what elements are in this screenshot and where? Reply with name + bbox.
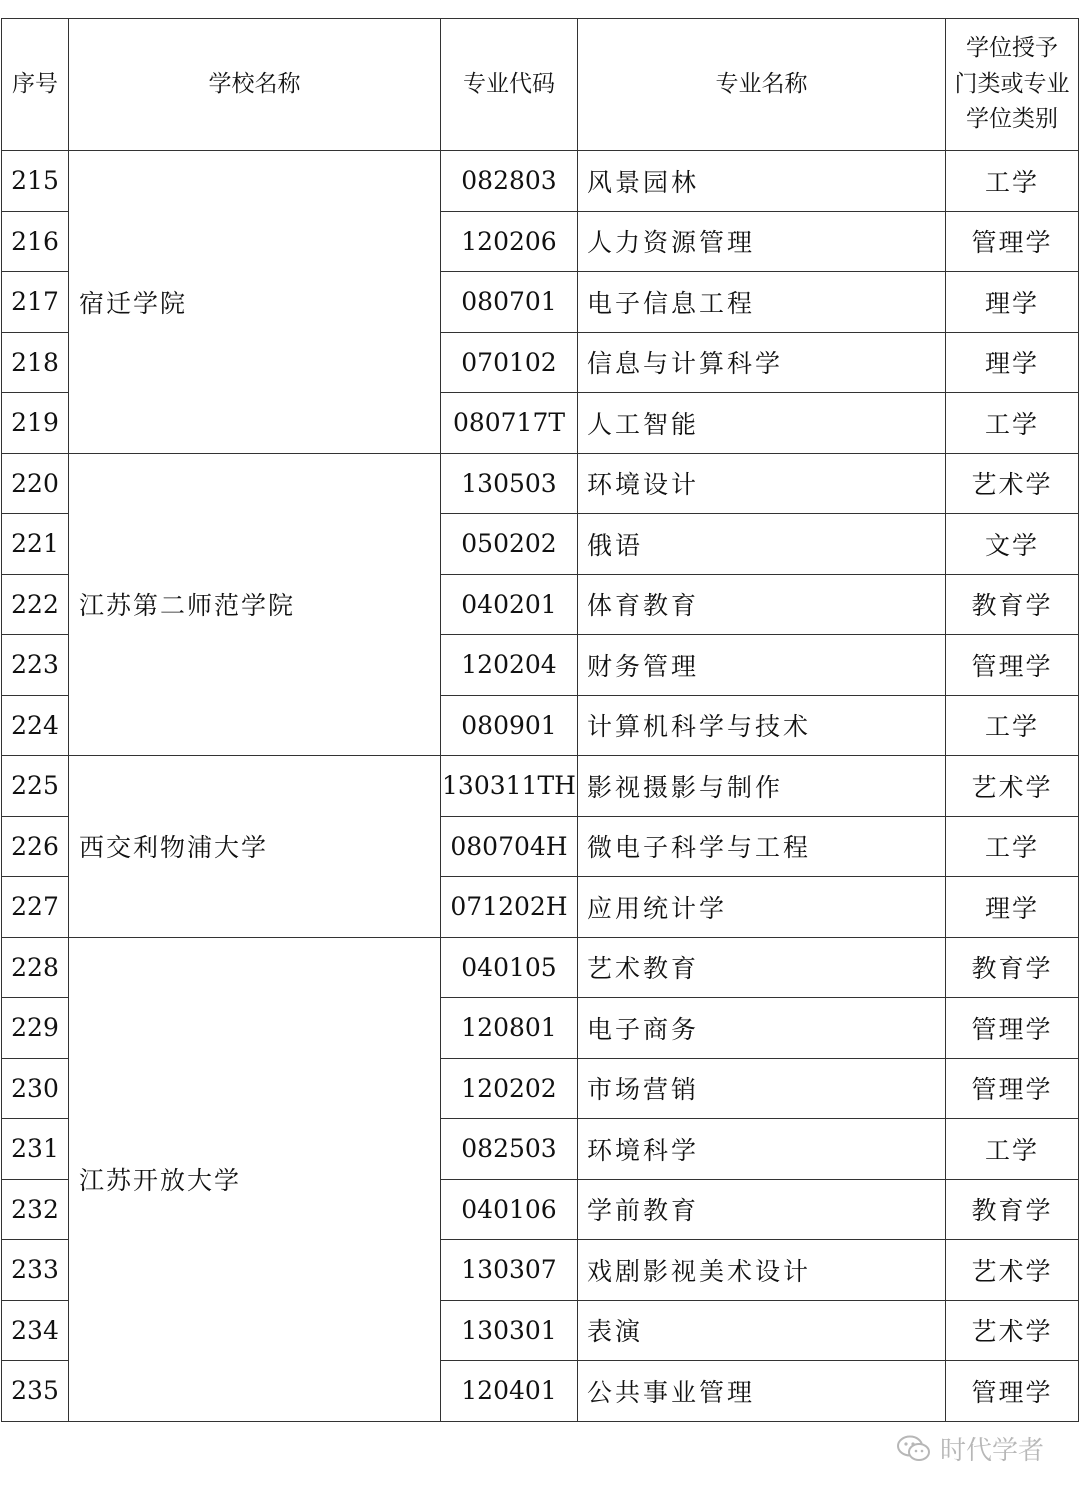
code-cell: 130311TH	[441, 756, 578, 817]
seq-cell: 230	[2, 1058, 69, 1119]
code-cell: 080901	[441, 695, 578, 756]
major-cell: 人力资源管理	[578, 211, 946, 272]
major-cell: 应用统计学	[578, 877, 946, 938]
degree-cell: 工学	[946, 151, 1079, 212]
degree-cell: 管理学	[946, 635, 1079, 696]
code-cell: 040106	[441, 1179, 578, 1240]
major-cell: 计算机科学与技术	[578, 695, 946, 756]
major-cell: 电子信息工程	[578, 272, 946, 333]
table-row	[2, 151, 1079, 212]
seq-cell: 217	[2, 272, 69, 333]
major-cell: 环境科学	[578, 1119, 946, 1180]
degree-cell: 管理学	[946, 1058, 1079, 1119]
school-cell: 江苏开放大学	[69, 937, 441, 1421]
seq-cell: 225	[2, 756, 69, 817]
major-cell: 财务管理	[578, 635, 946, 696]
major-cell: 俄语	[578, 514, 946, 575]
seq-cell: 219	[2, 393, 69, 454]
major-cell: 环境设计	[578, 453, 946, 514]
code-cell: 130503	[441, 453, 578, 514]
seq-cell: 232	[2, 1179, 69, 1240]
major-cell: 戏剧影视美术设计	[578, 1240, 946, 1301]
degree-cell: 工学	[946, 816, 1079, 877]
seq-cell: 215	[2, 151, 69, 212]
table-row	[2, 937, 1079, 998]
school-cell: 宿迁学院	[69, 151, 441, 454]
code-cell: 082503	[441, 1119, 578, 1180]
seq-cell: 223	[2, 635, 69, 696]
seq-cell: 227	[2, 877, 69, 938]
code-cell: 080717T	[441, 393, 578, 454]
school-cell: 西交利物浦大学	[69, 756, 441, 938]
seq-cell: 218	[2, 332, 69, 393]
table-body	[2, 151, 1079, 1422]
major-cell: 微电子科学与工程	[578, 816, 946, 877]
seq-cell: 226	[2, 816, 69, 877]
code-cell: 130307	[441, 1240, 578, 1301]
degree-cell: 艺术学	[946, 756, 1079, 817]
seq-cell: 224	[2, 695, 69, 756]
degree-cell: 艺术学	[946, 1240, 1079, 1301]
major-cell: 人工智能	[578, 393, 946, 454]
degree-cell: 工学	[946, 393, 1079, 454]
watermark	[896, 1430, 1044, 1467]
code-cell: 120206	[441, 211, 578, 272]
seq-cell: 229	[2, 998, 69, 1059]
seq-cell: 235	[2, 1361, 69, 1422]
seq-cell: 221	[2, 514, 69, 575]
seq-cell: 233	[2, 1240, 69, 1301]
degree-cell: 理学	[946, 877, 1079, 938]
degree-cell: 教育学	[946, 574, 1079, 635]
degree-cell: 理学	[946, 272, 1079, 333]
major-cell: 公共事业管理	[578, 1361, 946, 1422]
degree-cell: 艺术学	[946, 1300, 1079, 1361]
degree-cell: 文学	[946, 514, 1079, 575]
seq-cell: 228	[2, 937, 69, 998]
code-cell: 082803	[441, 151, 578, 212]
degree-cell: 工学	[946, 695, 1079, 756]
code-cell: 080704H	[441, 816, 578, 877]
code-cell: 070102	[441, 332, 578, 393]
seq-cell: 216	[2, 211, 69, 272]
degree-cell: 管理学	[946, 998, 1079, 1059]
seq-cell: 234	[2, 1300, 69, 1361]
code-cell: 071202H	[441, 877, 578, 938]
degree-cell: 艺术学	[946, 453, 1079, 514]
table-row	[2, 756, 1079, 817]
header-major: 专业名称	[578, 19, 946, 151]
degree-cell: 管理学	[946, 1361, 1079, 1422]
code-cell: 130301	[441, 1300, 578, 1361]
degree-cell: 工学	[946, 1119, 1079, 1180]
code-cell: 120401	[441, 1361, 578, 1422]
code-cell: 040201	[441, 574, 578, 635]
table-row	[2, 453, 1079, 514]
header-degree	[946, 19, 1079, 151]
watermark-text: 时代学者	[939, 1436, 1044, 1466]
degree-cell: 教育学	[946, 1179, 1079, 1240]
major-cell: 影视摄影与制作	[578, 756, 946, 817]
majors-table	[1, 18, 1079, 1422]
seq-cell: 231	[2, 1119, 69, 1180]
table-header	[2, 19, 1079, 151]
school-cell: 江苏第二师范学院	[69, 453, 441, 756]
major-cell: 风景园林	[578, 151, 946, 212]
header-degree-line: 学位类别	[966, 106, 1058, 133]
code-cell: 120801	[441, 998, 578, 1059]
code-cell: 120202	[441, 1058, 578, 1119]
seq-cell: 222	[2, 574, 69, 635]
major-cell: 电子商务	[578, 998, 946, 1059]
header-degree-line: 门类或专业	[954, 70, 1070, 97]
wechat-logo-icon	[896, 1434, 932, 1464]
code-cell: 080701	[441, 272, 578, 333]
degree-cell: 理学	[946, 332, 1079, 393]
major-cell: 表演	[578, 1300, 946, 1361]
header-seq: 序号	[2, 19, 69, 151]
code-cell: 120204	[441, 635, 578, 696]
major-cell: 艺术教育	[578, 937, 946, 998]
major-cell: 体育教育	[578, 574, 946, 635]
major-cell: 信息与计算科学	[578, 332, 946, 393]
degree-cell: 教育学	[946, 937, 1079, 998]
code-cell: 040105	[441, 937, 578, 998]
degree-cell: 管理学	[946, 211, 1079, 272]
major-cell: 市场营销	[578, 1058, 946, 1119]
major-cell: 学前教育	[578, 1179, 946, 1240]
header-school: 学校名称	[69, 19, 441, 151]
header-degree-line: 学位授予	[966, 35, 1058, 62]
seq-cell: 220	[2, 453, 69, 514]
code-cell: 050202	[441, 514, 578, 575]
header-code: 专业代码	[441, 19, 578, 151]
